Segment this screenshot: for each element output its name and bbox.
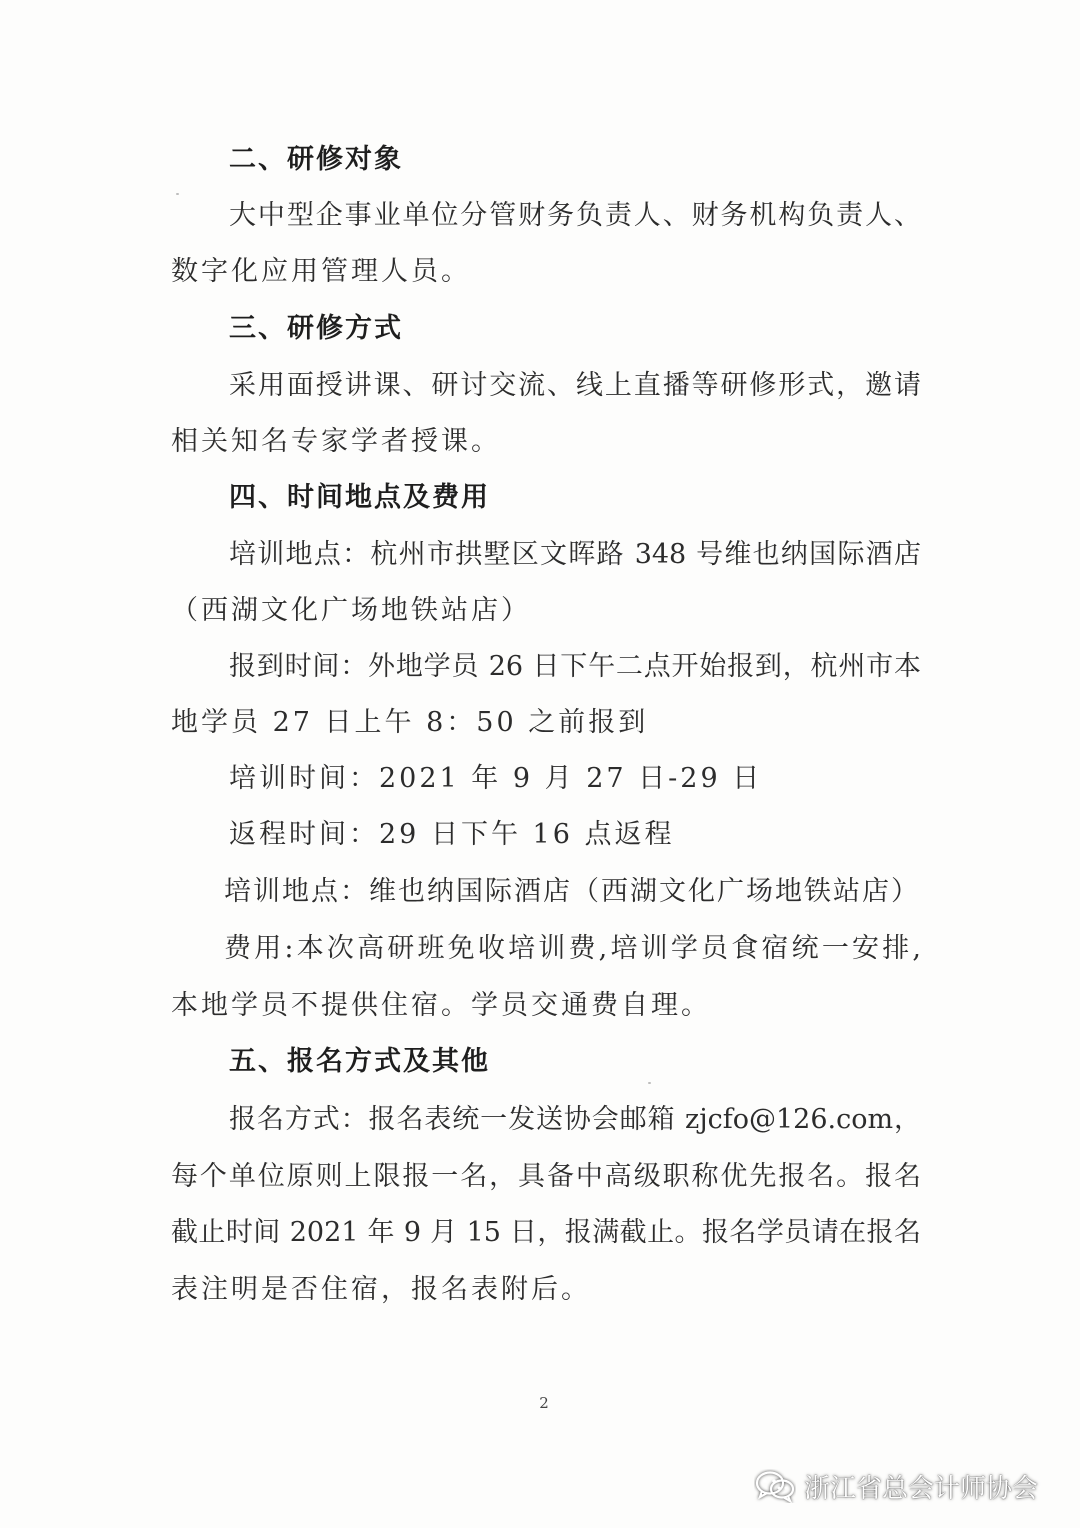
- wechat-icon: [754, 1469, 796, 1503]
- paragraph-line: 采用面授讲课、研讨交流、线上直播等研修形式，邀请: [229, 370, 921, 401]
- paragraph-line: 截止时间 2021 年 9 月 15 日，报满截止。报名学员请在报名: [171, 1217, 921, 1248]
- section-heading-research-method: 三、研修方式: [229, 313, 403, 344]
- paragraph-line: 每个单位原则上限报一名，具备中高级职称优先报名。报名: [171, 1161, 921, 1192]
- scan-speck: [648, 1082, 651, 1084]
- paragraph-line: （西湖文化广场地铁站店）: [171, 595, 531, 626]
- watermark-text: 浙江省总会计师协会: [804, 1473, 1039, 1504]
- section-heading-research-target: 二、研修对象: [229, 144, 403, 175]
- paragraph-line: 相关知名专家学者授课。: [171, 426, 501, 457]
- paragraph-line: 培训时间：2021 年 9 月 27 日-29 日: [229, 763, 763, 794]
- wechat-watermark: [754, 1466, 1038, 1506]
- paragraph-line: 大中型企事业单位分管财务负责人、财务机构负责人、: [229, 200, 921, 231]
- paragraph-line: 本地学员不提供住宿。学员交通费自理。: [171, 990, 711, 1021]
- scan-speck: [176, 193, 179, 195]
- paragraph-line: 费用:本次高研班免收培训费,培训学员食宿统一安排,: [224, 933, 921, 964]
- paragraph-line: 表注明是否住宿，报名表附后。: [171, 1274, 591, 1305]
- paragraph-line: 培训地点：杭州市拱墅区文晖路 348 号维也纳国际酒店: [229, 539, 921, 570]
- page-number: 2: [539, 1394, 549, 1412]
- paragraph-line: 数字化应用管理人员。: [171, 256, 471, 287]
- paragraph-line: 报名方式：报名表统一发送协会邮箱 zjcfo@126.com，: [229, 1104, 921, 1135]
- paragraph-line: 返程时间：29 日下午 16 点返程: [229, 819, 675, 850]
- paragraph-line: 培训地点：维也纳国际酒店（西湖文化广场地铁站店）: [224, 876, 920, 907]
- paragraph-line: 报到时间：外地学员 26 日下午二点开始报到，杭州市本: [229, 651, 921, 682]
- paragraph-line: 地学员 27 日上午 8：50 之前报到: [171, 707, 649, 738]
- section-heading-registration: 五、报名方式及其他: [229, 1046, 490, 1077]
- section-heading-time-place-fee: 四、时间地点及费用: [229, 482, 490, 513]
